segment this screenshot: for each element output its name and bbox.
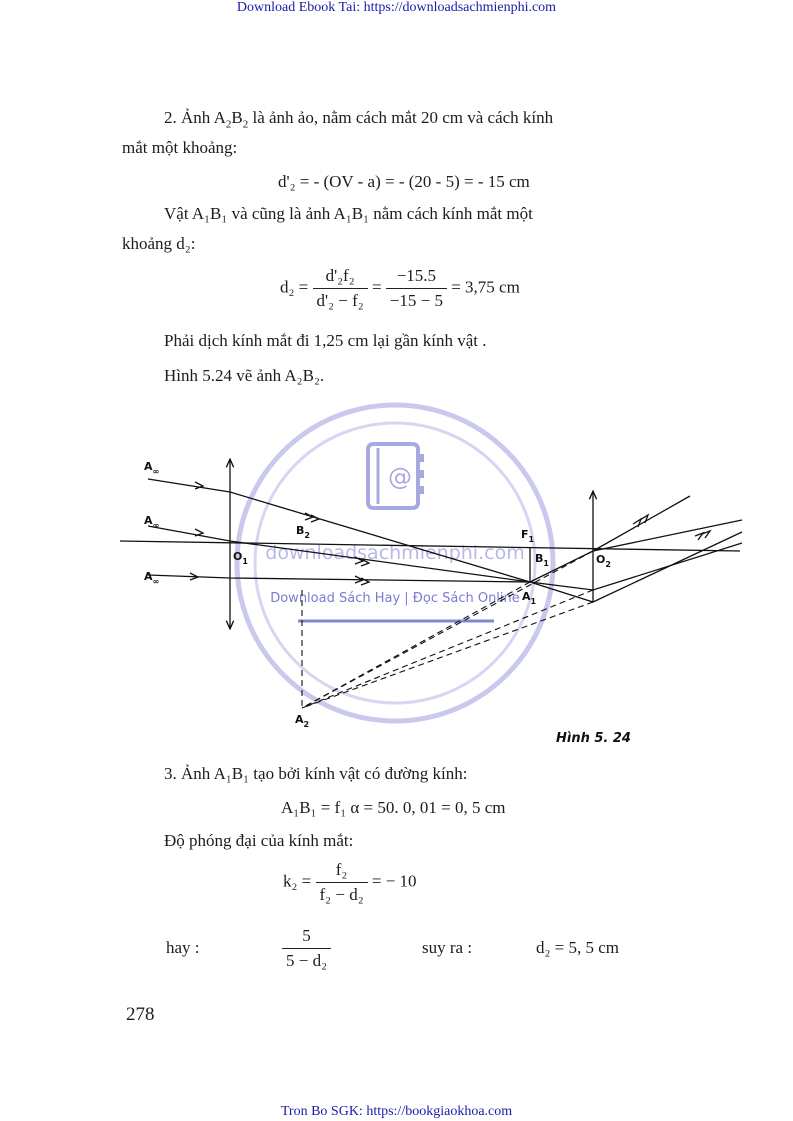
eq2-frac2-num: −15.5 <box>386 266 447 289</box>
ray-bottom <box>148 575 530 582</box>
eq2-frac1-num: d'₂f₂ <box>313 266 368 289</box>
label-a2: $A_2$ <box>295 713 310 729</box>
equation-a1b1: A₁B₁ = f₁ α = 50. 0, 01 = 0, 5 cm <box>281 798 506 817</box>
eq3-suy-ra: suy ra : <box>422 938 473 957</box>
section2-intro-line2: mắt một khoảng: <box>122 138 238 157</box>
section2-intro-b: 2 <box>225 118 232 131</box>
equation-k2 <box>283 860 417 905</box>
label-b1: $B_1$ <box>535 552 549 568</box>
virtual-ray-4 <box>302 582 530 708</box>
label-b2: $B_2$ <box>296 524 310 540</box>
ray-arrow <box>195 529 203 536</box>
eq3-fraction <box>282 926 331 971</box>
svg-text:@: @ <box>388 463 412 491</box>
section2-p2-line1: Vật A₁B₁ và cũng là ảnh A₁B₁ nằm cách kính mắt một <box>164 204 533 223</box>
eq3-den: 5 − d₂ <box>286 951 328 970</box>
section2-p3: Phải dịch kính mắt đi 1,25 cm lại gần kính vật . <box>164 331 487 350</box>
emergent-ray-upper <box>593 496 690 551</box>
ray-arrow <box>355 576 369 585</box>
section2-intro-d: 2 <box>242 118 249 131</box>
page-number: 278 <box>126 1004 155 1025</box>
eq3-hay: hay : <box>166 938 200 957</box>
label-a-inf-2: $A_\infty$ <box>144 514 160 530</box>
section3-p2: Độ phóng đại của kính mắt: <box>164 831 354 850</box>
principal-axis <box>120 541 740 551</box>
label-f1: $F_1$ <box>521 528 535 544</box>
equation-d2-prime: d'₂ = - (OV - a) = - (20 - 5) = - 15 cm <box>278 172 530 191</box>
eq2-lhs: d₂ = <box>280 277 309 297</box>
eq2-fraction-2 <box>386 266 447 311</box>
section2-p4: Hình 5.24 vẽ ảnh A₂B₂. <box>164 366 325 385</box>
eq3-num: 5 <box>282 926 331 949</box>
eq-k2-den: f₂ − d₂ <box>319 885 364 904</box>
footer-link[interactable]: Tron Bo SGK: https://bookgiaokhoa.com <box>280 1104 513 1119</box>
eq3-result: d₂ = 5, 5 cm <box>536 938 620 957</box>
figure-caption: Hình 5. 24 <box>556 731 631 746</box>
label-a-inf-3: $A_\infty$ <box>144 570 160 586</box>
eq-k2-result: = − 10 <box>371 871 417 891</box>
watermark-site: downloadsachmienphi.com <box>265 542 525 564</box>
ray-arrow <box>695 531 710 540</box>
label-a-inf-1: $A_\infty$ <box>144 460 160 476</box>
virtual-ray-3 <box>302 602 593 708</box>
section2-intro-line1 <box>164 108 553 130</box>
eq-k2-num: f₂ <box>316 860 368 883</box>
section2-intro-c: B <box>231 108 243 127</box>
ray-arrow <box>633 515 648 527</box>
label-a1: $A_1$ <box>522 590 537 606</box>
eq-k2-fraction <box>316 860 368 905</box>
equation-d2 <box>280 266 520 311</box>
ray-middle <box>148 526 530 582</box>
eq-k2-lhs: k₂ = <box>283 871 312 891</box>
section2-intro-e: là ảnh ảo, nằm cách mắt 20 cm và cách kính <box>248 108 554 127</box>
eq2-fraction-1 <box>313 266 368 311</box>
eq2-frac2-den: −15 − 5 <box>389 291 443 310</box>
eq2-result: = 3,75 cm <box>451 277 520 297</box>
label-o2: $O_2$ <box>596 553 611 569</box>
virtual-ray-2 <box>302 590 593 708</box>
watermark-tagline: Download Sách Hay | Đọc Sách Online <box>270 591 520 606</box>
ray-top <box>148 479 530 582</box>
ray-diagram <box>0 440 793 760</box>
section3-intro: 3. Ảnh A₁B₁ tạo bởi kính vật có đường kính: <box>164 764 468 783</box>
section2-intro-a: 2. Ảnh A <box>164 108 226 127</box>
section2-p2-line2: khoảng d₂: <box>122 234 196 253</box>
header-link[interactable]: Download Ebook Tai: https://downloadsachmienphi.com <box>236 0 557 15</box>
eq2-frac1-den: d'₂ − f₂ <box>316 291 364 310</box>
eq2-equals: = <box>371 277 382 297</box>
ray-arrow <box>355 557 369 566</box>
ray-arrow <box>305 513 319 522</box>
label-o1: $O_1$ <box>233 550 248 566</box>
